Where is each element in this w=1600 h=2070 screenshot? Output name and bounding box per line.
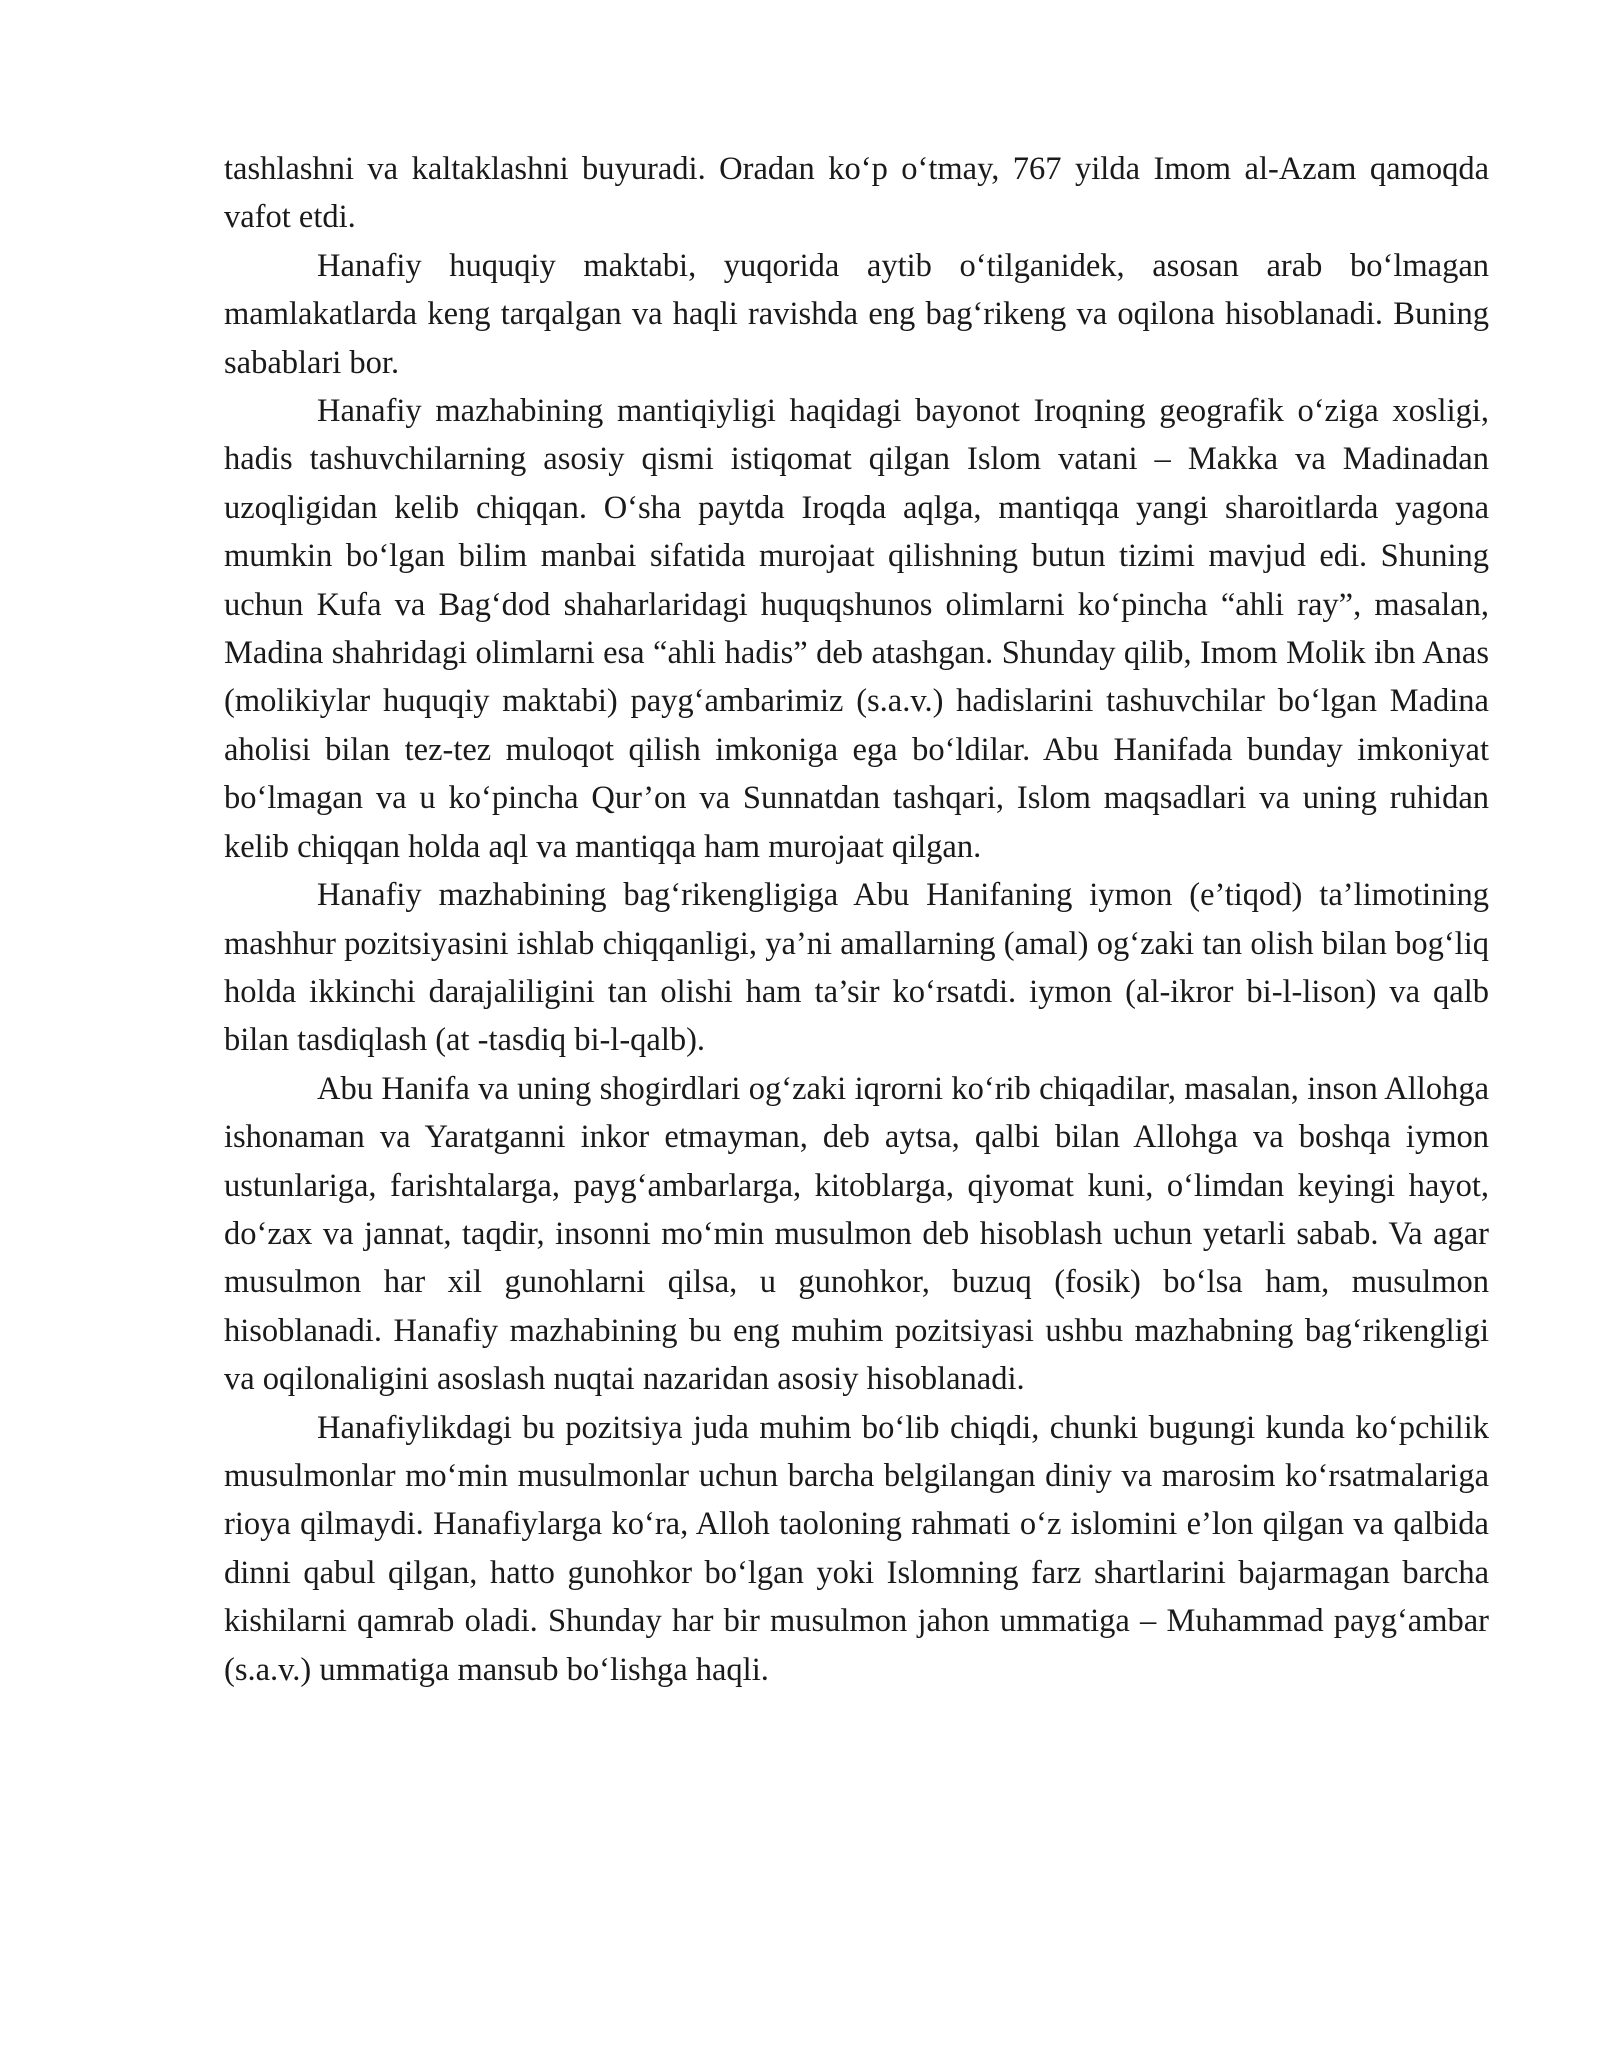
- paragraph-4: Hanafiy mazhabining bag‘rikengligiga Abu Hanifaning iymon (e’tiqod) ta’limotining mashhur pozitsiyasini ishlab chiqqanligi, ya’ni amallarning (amal) og‘zaki tan olish bilan bog‘liq holda ikkinchi darajaliligini tan olishi ham ta’sir ko‘rsatdi. iymon (al-ikror bi-l-lison) va qalb bilan tasdiqlash (at -tasdiq bi-l-qalb).: [224, 877, 1489, 1059]
- paragraph-2: Hanafiy huquqiy maktabi, yuqorida aytib o‘tilganidek, asosan arab bo‘lmagan mamlakatlarda keng tarqalgan va haqli ravishda eng bag‘rikeng va oqilona hisoblanadi. Buning sabablari bor.: [224, 247, 1489, 381]
- paragraph-6: Hanafiylikdagi bu pozitsiya juda muhim bo‘lib chiqdi, chunki bugungi kunda ko‘pchilik musulmonlar mo‘min musulmonlar uchun barcha belgilangan diniy va marosim ko‘rsatmalariga rioya qilmaydi. Hanafiylarga ko‘ra, Alloh taoloning rahmati o‘z islomini e’lon qilgan va qalbida dinni qabul qilgan, hatto gunohkor bo‘lgan yoki Islomning farz shartlarini bajarmagan barcha kishilarni qamrab oladi. Shunday har bir musulmon jahon ummatiga – Muhammad payg‘ambar (s.a.v.) ummatiga mansub bo‘lishga haqli.: [224, 1409, 1489, 1688]
- paragraph-1-continuation: tashlashni va kaltaklashni buyuradi. Oradan ko‘p o‘tmay, 767 yilda Imom al-Azam qamoqda vafot etdi.: [224, 151, 1489, 236]
- paragraph-3: Hanafiy mazhabining mantiqiyligi haqidagi bayonot Iroqning geografik o‘ziga xosligi, hadis tashuvchilarning asosiy qismi istiqomat qilgan Islom vatani – Makka va Madinadan uzoqligidan kelib chiqqan. O‘sha paytda Iroqda aqlga, mantiqqa yangi sharoitlarda yagona mumkin bo‘lgan bilim manbai sifatida murojaat qilishning butun tizimi mavjud edi. Shuning uchun Kufa va Bag‘dod shaharlaridagi huquqshunos olimlarni ko‘pincha “ahli ray”, masalan, Madina shahridagi olimlarni esa “ahli hadis” deb atashgan. Shunday qilib, Imom Molik ibn Anas (molikiylar huquqiy maktabi) payg‘ambarimiz (s.a.v.) hadislarini tashuvchilar bo‘lgan Madina aholisi bilan tez-tez muloqot qilish imkoniga ega bo‘ldilar. Abu Hanifada bunday imkoniyat bo‘lmagan va u ko‘pincha Qur’on va Sunnatdan tashqari, Islom maqsadlari va uning ruhidan kelib chiqqan holda aql va mantiqqa ham murojaat qilgan.: [224, 393, 1489, 865]
- paragraph-5: Abu Hanifa va uning shogirdlari og‘zaki iqrorni ko‘rib chiqadilar, masalan, inson Allohga ishonaman va Yaratganni inkor etmayman, deb aytsa, qalbi bilan Allohga va boshqa iymon ustunlariga, farishtalarga, payg‘ambarlarga, kitoblarga, qiyomat kuni, o‘limdan keyingi hayot, do‘zax va jannat, taqdir, insonni mo‘min musulmon deb hisoblash uchun yetarli sabab. Va agar musulmon har xil gunohlarni qilsa, u gunohkor, buzuq (fosik) bo‘lsa ham, musulmon hisoblanadi. Hanafiy mazhabining bu eng muhim pozitsiyasi ushbu mazhabning bag‘rikengligi va oqilonaligini asoslash nuqtai nazaridan asosiy hisoblanadi.: [224, 1070, 1489, 1398]
- body-text: [224, 145, 1489, 1694]
